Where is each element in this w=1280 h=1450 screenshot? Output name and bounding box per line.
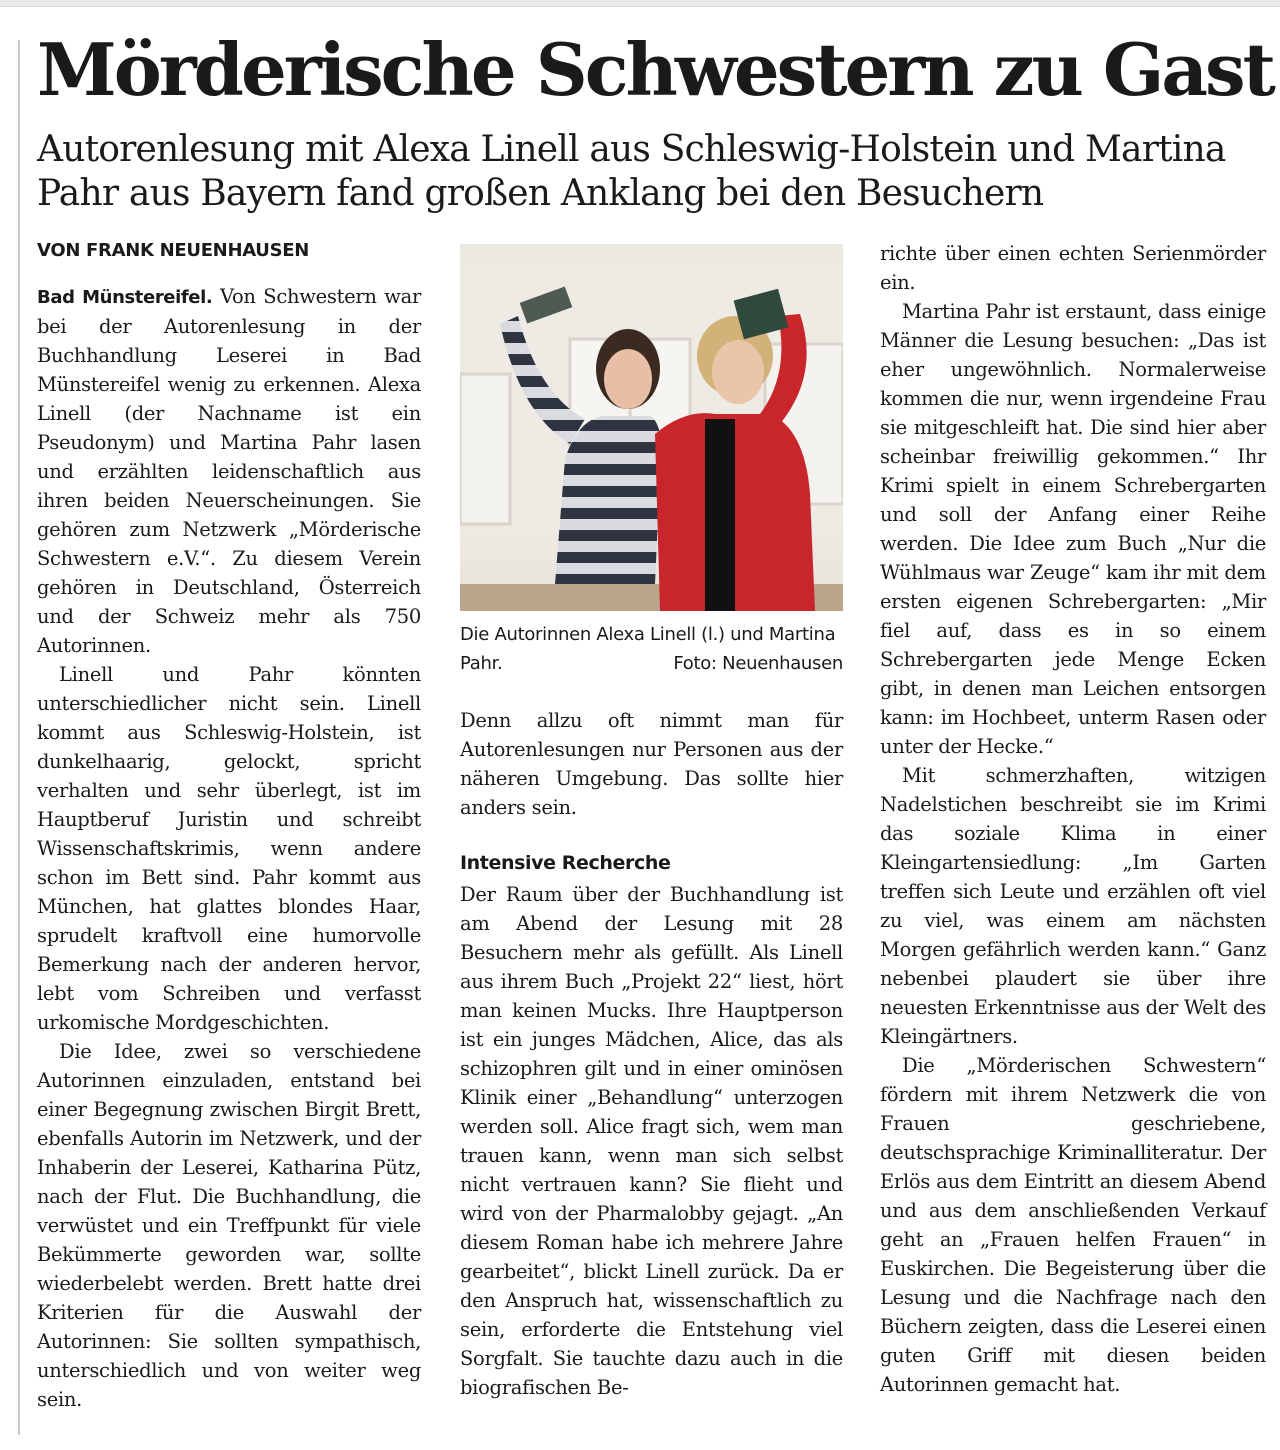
caption-text: Die Autorinnen Alexa Linell (l.) und Martina Pahr. — [460, 624, 836, 674]
article-column-1 — [37, 282, 421, 1414]
article-photo — [460, 244, 843, 611]
paragraph: Die „Mörderischen Schwestern“ fördern mit ihrem Netzwerk die von Frauen geschriebene, deutschsprachige Kriminalliteratur. Der Erlös aus dem Eintritt an diesem Abend und aus dem anschließenden Verkauf geht an „Frauen helfen Frauen“ in Euskirchen. Die Begeisterung über die Lesung und die Nachfrage nach den Büchern zeigten, dass die Leserei einen guten Griff mit diesen beiden Autorinnen gemacht hat. — [880, 1054, 1266, 1396]
paragraph: Denn allzu oft nimmt man für Autorenlesungen nur Personen aus der näheren Umgebung. Das sollte hier anders sein. — [460, 709, 843, 819]
section-subhead: Intensive Recherche — [460, 852, 671, 874]
article-column-3 — [880, 239, 1266, 1399]
article-column-2 — [460, 706, 843, 1402]
paragraph: Linell und Pahr könnten unterschiedlicher nicht sein. Linell kommt aus Schleswig-Holstein, ist dunkelhaarig, gelockt, spricht verhalten und sehr überlegt, ist im Hauptberuf Juristin und schreibt Wissenschaftskrimis, wenn andere schon im Bett sind. Pahr kommt aus München, hat glattes blondes Haar, sprudelt kraftvoll eine humorvolle Bemerkung nach der anderen hervor, lebt vom Schreiben und verfasst urkomische Mordgeschichten. — [37, 663, 421, 1034]
photo-caption — [460, 620, 843, 678]
article-headline: Mörderische Schwestern zu Gast — [37, 27, 1273, 112]
paragraph: Martina Pahr ist erstaunt, dass einige Männer die Lesung besuchen: „Das ist eher ungewöhnlich. Normalerweise kommen die nur, wenn irgendeine Frau sie mitgeschleift hat. Die sind hier aber scheinbar freiwillig gekommen.“ Ihr Krimi spielt in einem Schrebergarten und soll der Anfang einer Reihe werden. Die Idee zum Buch „Nur die Wühlmaus war Zeuge“ kam ihr mit dem ersten eigenen Schrebergarten: „Mir fiel auf, dass es in so einem Schrebergarten jede Menge Ecken gibt, in denen man Leichen entsorgen kann: im Hochbeet, unterm Rasen oder unter der Hecke.“ — [880, 300, 1266, 758]
paragraph — [37, 282, 421, 660]
paragraph: Mit schmerzhaften, witzigen Nadelstichen beschreibt sie im Krimi das soziale Klima in einer Kleingartensiedlung: „Im Garten treffen sich Leute und erzählen oft viel zu viel, was einem am nächsten Morgen gefährlich werden kann.“ Ganz nebenbei plaudert sie über ihre neuesten Erkenntnisse aus der Welt des Kleingärtners. — [880, 764, 1266, 1048]
column-rule — [18, 40, 20, 1435]
top-border — [0, 0, 1280, 7]
dateline: Bad Münstereifel. — [37, 287, 213, 308]
byline: VON FRANK NEUENHAUSEN — [37, 240, 310, 261]
paragraph: Der Raum über der Buchhandlung ist am Abend der Lesung mit 28 Besuchern mehr als gefüllt. Als Linell aus ihrem Buch „Projekt 22“ liest, hört man keinen Mucks. Ihre Hauptperson ist ein junges Mädchen, Alice, das als schizophren gilt und in einer ominösen Klinik einer „Behandlung“ unterzogen werden soll. Alice fragt sich, wem man trauen kann, wenn man sich selbst nicht vertrauen kann? Sie flieht und wird von der Pharmalobby gejagt. „An diesem Roman habe ich mehrere Jahre gearbeitet“, blickt Linell zurück. Da er den Anspruch hat, wissenschaftlich zu sein, erforderte die Entstehung viel Sorgfalt. Sie tauchte dazu auch in die biografischen Be- — [460, 883, 843, 1399]
article-subheadline: Autorenlesung mit Alexa Linell aus Schleswig-Holstein und Martina Pahr aus Bayern fand großen Anklang bei den Besuchern — [37, 129, 1226, 214]
paragraph-text: Von Schwestern war bei der Autorenlesung in der Buchhandlung Leserei in Bad Münstereifel wenig zu erkennen. Alexa Linell (der Nachname ist ein Pseudonym) und Martina Pahr lasen und erzählten leidenschaftlich aus ihren beiden Neuerscheinungen. Sie gehören zum Netzwerk „Mörderische Schwestern e.V.“. Zu diesem Verein gehören in Deutschland, Österreich und der Schweiz mehr als 750 Autorinnen. — [37, 285, 421, 657]
paragraph: Die Idee, zwei so verschiedene Autorinnen einzuladen, entstand bei einer Begegnung zwischen Birgit Brett, ebenfalls Autorin im Netzwerk, und der Inhaberin der Leserei, Katharina Pütz, nach der Flut. Die Buchhandlung, die verwüstet und ein Treffpunkt für viele Bekümmerte geworden war, sollte wiederbelebt werden. Brett hatte drei Kriterien für die Auswahl der Autorinnen: Sie sollten sympathisch, unterschiedlich und von weiter weg sein. — [37, 1040, 421, 1411]
photo-credit: Foto: Neuenhausen — [673, 653, 843, 674]
paragraph: richte über einen echten Serienmörder ein. — [880, 242, 1266, 294]
photo-illustration — [460, 244, 843, 611]
